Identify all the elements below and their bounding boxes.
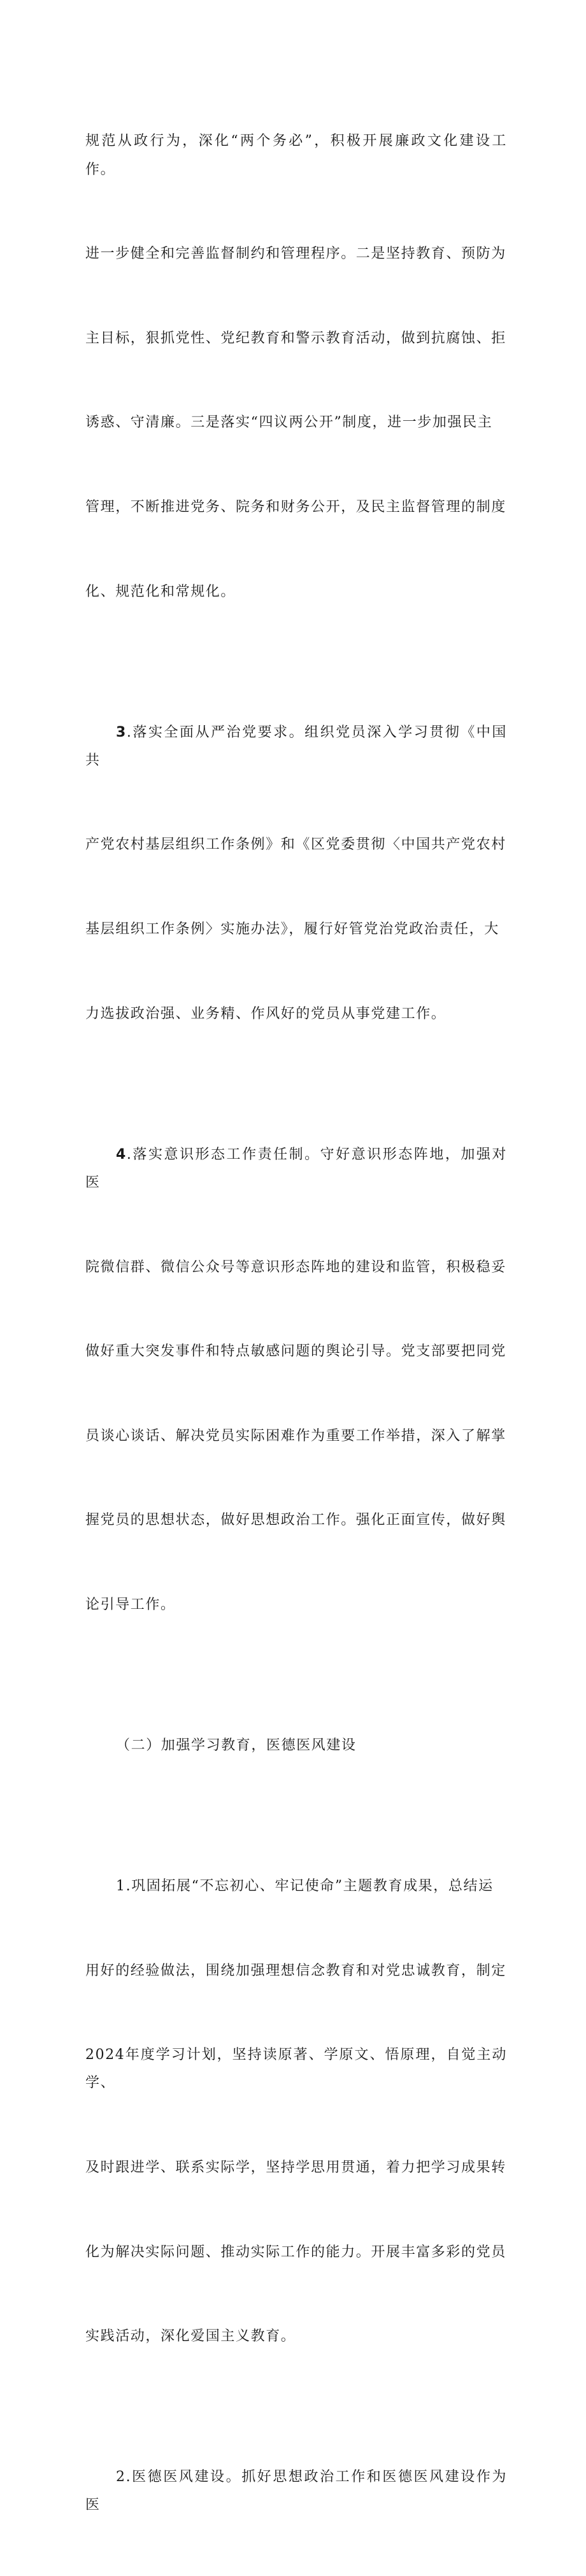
item-text: .落实全面从严治党要求。组织党员深入学习贯彻《中国共 bbox=[85, 724, 507, 768]
text-line: 产党农村基层组织工作条例》和《区党委贯彻〈中国共产党农村 bbox=[85, 837, 506, 853]
text-line: 做好重大突发事件和特点敏感问题的舆论引导。党支部要把同党 bbox=[85, 1343, 506, 1360]
text-line: 2.医德医风建设。抓好思想政治工作和医德医风建设作为医 bbox=[85, 2469, 507, 2514]
item-number: 4 bbox=[116, 1146, 127, 1163]
item-number: 3 bbox=[116, 724, 127, 740]
text-line: 化为解决实际问题、推动实际工作的能力。开展丰富多彩的党员 bbox=[85, 2244, 506, 2260]
text-line: 基层组织工作条例〉实施办法》，履行好管党治党政治责任，大 bbox=[85, 921, 499, 938]
text-line: 进一步健全和完善监督制约和管理程序。二是坚持教育、预防为 bbox=[85, 246, 506, 262]
text-line: 实践活动，深化爱国主义教育。 bbox=[85, 2328, 296, 2345]
text-line: 院微信群、微信公众号等意识形态阵地的建设和监管，积极稳妥 bbox=[85, 1259, 506, 1275]
item-text: .落实意识形态工作责任制。守好意识形态阵地，加强对医 bbox=[85, 1146, 507, 1191]
text-line: 论引导工作。 bbox=[85, 1596, 176, 1613]
text-line: 主目标，狠抓党性、党纪教育和警示教育活动，做到抗腐蚀、拒 bbox=[85, 330, 506, 346]
text-line: 1.巩固拓展“不忘初心、牢记使命”主题教育成果，总结运 bbox=[116, 1878, 494, 1894]
text-line: 力选拔政治强、业务精、作风好的党员从事党建工作。 bbox=[85, 1005, 447, 1022]
text-line: 握党员的思想状态，做好思想政治工作。强化正面宣传，做好舆 bbox=[85, 1512, 506, 1529]
paragraph-item-2-ethics bbox=[85, 2407, 507, 2576]
paragraph-item-1-study bbox=[85, 1816, 507, 2407]
paragraph-integrity-culture bbox=[85, 71, 507, 662]
paragraph-item-4 bbox=[85, 1084, 507, 1675]
text-line: 规范从政行为，深化“两个务必”，积极开展廉政文化建设工作。 bbox=[85, 133, 507, 178]
document-body bbox=[85, 71, 507, 2576]
text-line bbox=[85, 1141, 507, 1197]
text-line: 诱惑、守清廉。三是落实“四议两公开”制度，进一步加强民主 bbox=[85, 414, 493, 431]
text-line: 2024年度学习计划，坚持读原著、学原文、悟原理，自觉主动学、 bbox=[85, 2047, 507, 2091]
text-line bbox=[85, 719, 507, 775]
text-line: 用好的经验做法，围绕加强理想信念教育和对党忠诚教育，制定 bbox=[85, 1962, 506, 1979]
text-line: 员谈心谈话、解决党员实际困难作为重要工作举措，深入了解掌 bbox=[85, 1427, 506, 1444]
text-line: 及时跟进学、联系实际学，坚持学思用贯通，着力把学习成果转 bbox=[85, 2160, 506, 2176]
text-line: 化、规范化和常规化。 bbox=[85, 583, 236, 600]
paragraph-item-3 bbox=[85, 662, 507, 1084]
section-heading bbox=[85, 1676, 507, 1816]
heading-text: （二）加强学习教育，医德医风建设 bbox=[116, 1737, 357, 1753]
text-line: 管理，不断推进党务、院务和财务公开，及民主监督管理的制度 bbox=[85, 499, 506, 516]
